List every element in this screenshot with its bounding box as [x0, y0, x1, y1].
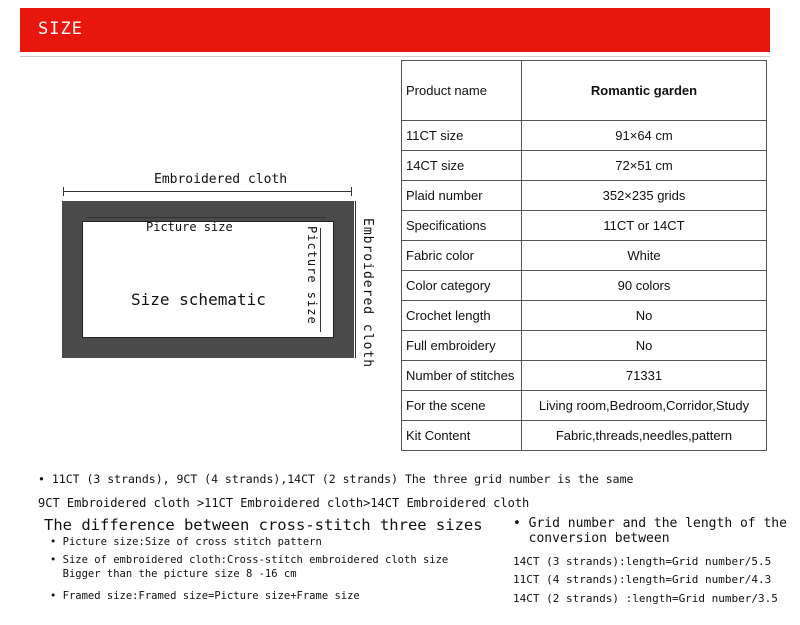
difference-heading: The difference between cross-stitch three sizes: [44, 516, 483, 534]
row-label: Plaid number: [402, 181, 522, 211]
picture-height-arrow: [320, 228, 321, 332]
row-label: For the scene: [402, 391, 522, 421]
row-label: Full embroidery: [402, 331, 522, 361]
size-banner: [20, 8, 770, 52]
bullet-picture-size: • Picture size:Size of cross stitch pattern: [50, 536, 322, 548]
row-value: Fabric,threads,needles,pattern: [522, 421, 767, 451]
table-row: [402, 331, 767, 361]
row-value: 11CT or 14CT: [522, 211, 767, 241]
cloth-width-arrow: [64, 191, 352, 192]
row-value: 91×64 cm: [522, 121, 767, 151]
table-row: [402, 271, 767, 301]
row-value: 72×51 cm: [522, 151, 767, 181]
row-value: No: [522, 331, 767, 361]
size-schematic: [58, 170, 378, 370]
conversion-heading: • Grid number and the length of the conversion between: [513, 516, 787, 546]
row-value: Living room,Bedroom,Corridor,Study: [522, 391, 767, 421]
divider: [20, 56, 770, 57]
arrow-cap-left: [63, 187, 64, 196]
row-value: White: [522, 241, 767, 271]
embroidered-cloth-label: Embroidered cloth: [154, 172, 288, 187]
conversion-11ct-4-strands: 11CT (4 strands):length=Grid number/4.3: [513, 573, 772, 586]
picture-size-vertical-label: Picture size: [305, 226, 319, 325]
table-row: [402, 361, 767, 391]
bullet-cloth-size: • Size of embroidered cloth:Cross-stitch embroidered cloth size Bigger than the picture size 8 -16 cm: [50, 554, 449, 580]
row-label: Color category: [402, 271, 522, 301]
row-label: 14CT size: [402, 151, 522, 181]
table-row: [402, 391, 767, 421]
row-label: Specifications: [402, 211, 522, 241]
size-schematic-label: Size schematic: [131, 290, 266, 309]
arrow-cap-right: [351, 187, 352, 196]
row-value: 71331: [522, 361, 767, 391]
banner-title: SIZE: [38, 19, 83, 39]
row-value: 90 colors: [522, 271, 767, 301]
strands-note: • 11CT (3 strands), 9CT (4 strands),14CT (2 strands) The three grid number is the same: [38, 472, 634, 486]
row-label: Product name: [402, 61, 522, 121]
conversion-14ct-3-strands: 14CT (3 strands):length=Grid number/5.5: [513, 555, 772, 568]
row-label: Number of stitches: [402, 361, 522, 391]
cloth-order-note: 9CT Embroidered cloth >11CT Embroidered cloth>14CT Embroidered cloth: [38, 496, 530, 510]
table-row: [402, 61, 767, 121]
table-row: [402, 301, 767, 331]
row-value: No: [522, 301, 767, 331]
row-label: Crochet length: [402, 301, 522, 331]
table-row: [402, 211, 767, 241]
spec-table: [401, 60, 767, 451]
picture-area: [82, 221, 334, 338]
picture-size-label: Picture size: [146, 220, 233, 234]
cloth-height-arrow: [355, 201, 356, 358]
bullet-framed-size: • Framed size:Framed size=Picture size+Frame size: [50, 590, 360, 602]
embroidered-cloth-vertical-label: Embroidered cloth: [360, 218, 375, 369]
row-label: 11CT size: [402, 121, 522, 151]
table-row: [402, 181, 767, 211]
row-value: 352×235 grids: [522, 181, 767, 211]
conversion-14ct-2-strands: 14CT (2 strands) :length=Grid number/3.5: [513, 592, 778, 605]
table-row: [402, 421, 767, 451]
row-label: Fabric color: [402, 241, 522, 271]
row-value: Romantic garden: [522, 61, 767, 121]
table-row: [402, 241, 767, 271]
table-row: [402, 121, 767, 151]
row-label: Kit Content: [402, 421, 522, 451]
picture-width-arrow: [86, 217, 326, 218]
table-row: [402, 151, 767, 181]
